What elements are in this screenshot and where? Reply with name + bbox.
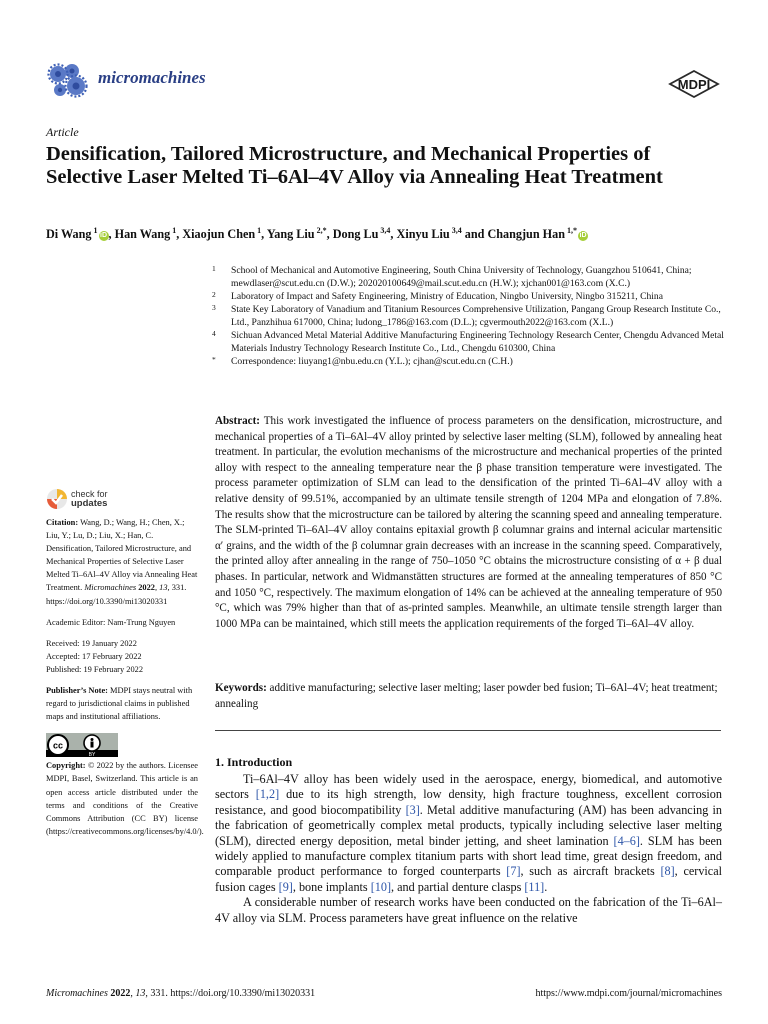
citation-volume: 13 [159,583,168,593]
citation-link[interactable]: [8] [660,864,675,879]
author-affiliation-marker: 1,* [565,226,578,235]
footer-year: 2022 [110,988,131,999]
affiliation-text: Laboratory of Impact and Safety Engineering, Ministry of Education, Ningbo University, Ningbo 315211, China [231,291,663,302]
text-run: , bone implants [292,879,371,894]
introduction-body [215,772,722,926]
text-run: Ti–6Al–4V alloy has been widely used in the aerospace, energy, biomedical, and automotive sectors [215,772,722,802]
citation-text: Wang, D.; Wang, H.; Chen, X.; Liu, Y.; Lu, D.; Liu, X.; Han, C. Densification, Tailored Microstructure, and Mechanical Properties of Selective Laser Melted Ti–6Al–4V Alloy via Annealing Heat Treatment. [46,518,198,593]
affiliation-text: Correspondence: liuyang1@nbu.edu.cn (Y.L.); cjhan@scut.edu.cn (C.H.) [231,356,513,367]
author-name[interactable]: Han Wang [114,227,171,242]
citation-link[interactable]: [3] [405,802,420,817]
affiliation [212,329,724,355]
citation-year: 2022 [138,583,155,593]
cc-by-icon[interactable] [46,733,118,757]
abstract [215,414,722,632]
citation-link[interactable]: [9] [278,879,293,894]
publisher-note-text: MDPI stays neutral with regard to jurisdictional claims in published maps and institutional affiliations. [46,686,193,722]
affiliation [212,303,724,329]
page-title: Densification, Tailored Microstructure, and Mechanical Properties of Selective Laser Melted Ti–6Al–4V Alloy via Annealing Heat Treatment [46,143,663,188]
text-run: . [544,879,548,894]
author-affiliation-marker: 1 [91,226,98,235]
check-for-updates-badge[interactable] [46,488,156,514]
footer-journal: Micromachines [46,988,108,999]
keywords-text: additive manufacturing; selective laser melting; laser powder bed fusion; Ti–6Al–4V; heat treatment; annealing [215,682,718,710]
mdpi-logo [668,70,720,100]
keywords [215,681,722,712]
svg-text:cc: cc [52,740,64,751]
journal-name: micromachines [98,68,206,87]
author-name[interactable]: Yang Liu [266,227,315,242]
citation: Citation: Wang, D.; Wang, H.; Chen, X.; Liu, Y.; Lu, D.; Liu, X.; Han, C. Densification, Tailored Microstructure, and Mechanical Properties of Selective Laser Melted Ti–6Al–4V Alloy via Annealing Heat Treatment. Micromachines 2022, 13, 331. https://doi.org/10.3390/mi13020331 [46,518,198,606]
citation-link[interactable]: [7] [506,864,521,879]
article-type: Article [46,125,79,139]
copyright-text: © 2022 by the authors. Licensee MDPI, Basel, Switzerland. This article is an open access article distributed under the terms and conditions of the Creative Commons Attribution (CC BY) license (https://creativecommons.org/licenses/by/4.0/). [46,761,204,836]
citation-journal: Micromachines [84,583,137,593]
check-updates-line2: updates [71,498,108,509]
orcid-icon[interactable]: iD [100,232,107,240]
author-name[interactable]: Xinyu Liu [396,227,450,242]
text-run: , and partial denture clasps [391,879,525,894]
text-run: due to its high strength, low density, high fracture toughness, excellent corrosion resistance, and good biocompatibility [215,787,722,817]
orcid-icon[interactable]: iD [579,232,587,240]
author-affiliation-marker: 3,4 [449,226,462,235]
author-name[interactable]: Changjun Han [487,227,566,242]
paragraph [215,772,722,895]
affiliation-number: * [212,355,216,364]
author-affiliation-marker: 2,* [314,226,327,235]
affiliation [212,355,724,368]
footer-volume: 13 [135,988,146,999]
accepted-date: Accepted: 17 February 2022 [46,651,142,661]
footer-doi[interactable]: , 331. https://doi.org/10.3390/mi13020331 [145,988,316,999]
author-affiliation-marker: 1 [255,226,262,235]
citation-link[interactable]: [4–6] [613,833,640,848]
section-divider [215,730,721,731]
check-updates-icon [46,488,68,510]
affiliation-number: 3 [212,303,216,312]
affiliation-number: 1 [212,264,216,273]
author-name[interactable]: Dong Lu [332,227,379,242]
citation-link[interactable]: [1,2] [255,787,280,802]
sidebar [46,516,204,838]
author-affiliation-marker: 3,4 [378,226,391,235]
abstract-text: This work investigated the influence of process parameters on the densification, microstructure, and mechanical properties of a Ti–6Al–4V alloy printed by selective laser melting (SLM), followed by annealing heat treatment. In particular, the evolution mechanisms of the microstructure and mechanical properties of the printed alloy with respect to the annealing temperature near the β phase transition temperature were investigated. The process parameter optimization of SLM can lead to the densification of the printed Ti–6Al–4V alloy with a relative density of 99.51%, accompanied by an ultimate tensile strength of 1204 MPa and elongation of 7.8%. The results show that the microstructure can be tailored by altering the scanning speed and annealing temperature. The SLM-printed Ti–6Al–4V alloy contains epitaxial growth β columnar grains and internal acicular martensitic α′ grains, and the width of the β columnar grain decreases with an increase in the scanning speed. Comparatively, the printed alloy after annealing in the range of 750–1050 °C obtains the microstructure consisting of α + β dual phases. In particular, network and Widmanstätten structures are formed at the annealing temperatures of 850 °C and 1050 °C, respectively. The maximum elongation of 14% can be achieved at the annealing temperature of 950 °C, which was 79% higher than that of as-printed samples. Meanwhile, an ultimate tensile strength larger than 1000 MPa can be maintained, which still meets the application requirements of the forged Ti–6Al–4V alloy. [215,415,722,630]
affiliation-number: 4 [212,329,216,338]
published-date: Published: 19 February 2022 [46,664,144,674]
citation-link[interactable]: [10] [370,879,392,894]
footer-citation: Micromachines 2022, 13, 331. https://doi.org/10.3390/mi13020331 [46,988,316,999]
svg-text:MDPI: MDPI [677,77,711,92]
text-run: . SLM has been widely applied to manufacture complex titanium parts with short lead time, great design freedom, and comparable product performance to forged counterparts [215,833,723,879]
copyright-label: Copyright: [46,761,86,771]
author-name[interactable]: Xiaojun Chen [182,227,256,242]
received-date: Received: 19 January 2022 [46,638,137,648]
affiliation-number: 2 [212,290,216,299]
svg-text:BY: BY [88,752,96,758]
check-updates-line1: check for [71,489,108,499]
paragraph: A considerable number of research works have been conducted on the fabrication of the Ti–6Al–4V alloy via SLM. Process parameters have great influence on the relative [215,895,722,925]
text-run: . Metal additive manufacturing (AM) has been advancing in the fabrication of geometrically complex metal products, typically including selective laser melting (SLM), directed energy deposition, metal binder jetting, and sheet lamination [215,802,722,848]
citation-doi[interactable]: , 331. https://doi.org/10.3390/mi13020331 [46,583,187,606]
publisher-note [46,684,198,723]
citation-label: Citation: [46,518,79,527]
copyright [46,759,204,838]
author-name[interactable]: Di Wang [46,227,92,242]
gears-icon [46,60,90,100]
footer-journal-url[interactable]: https://www.mdpi.com/journal/micromachines [535,988,722,999]
affiliation-text: State Key Laboratory of Vanadium and Titanium Resources Comprehensive Utilization, Pangang Group Research Institute Co., Ltd., Panzhihua 617000, China; ludong_1786@163.com (D.L.); cgvermouth2022@163.com (X.L.) [231,304,721,328]
text-run: , cervical fusion cages [215,864,723,894]
section-heading: 1. Introduction [215,755,293,769]
author-affiliation-marker: 1 [170,226,177,235]
keywords-label: Keywords: [215,682,267,694]
abstract-label: Abstract: [215,415,260,427]
text-run: , such as aircraft brackets [520,864,661,879]
affiliation [212,264,724,290]
citation-link[interactable]: [11] [524,879,545,894]
publisher-note-label: Publisher’s Note: [46,686,108,696]
affiliations [212,264,724,368]
author-list: Di Wang $^1$iD , Han Wang $^1$, Xiaojun Chen $^1$, Yang Liu $^{2,*}$, Dong Lu $^{3,4}$, Xinyu Liu $^{3,4}$ and Changjun Han $^{1,*}$iD [46,226,587,242]
affiliation-text: School of Mechanical and Automotive Engineering, South China University of Technology, Guangzhou 510641, China; mewdlaser@scut.edu.cn (D.W.); 202020100649@mail.scut.edu.cn (H.W.); xjchan001@163.com (X.C.) [231,265,692,289]
academic-editor: Academic Editor: Nam-Trung Nguyen [46,617,176,627]
affiliation-text: Sichuan Advanced Metal Material Additive Manufacturing Engineering Technology Research Center, Chengdu Advanced Metal Materials Industry Technology Research Institute Co., Ltd., Chengdu 610300, China [231,330,724,354]
affiliation [212,290,724,303]
